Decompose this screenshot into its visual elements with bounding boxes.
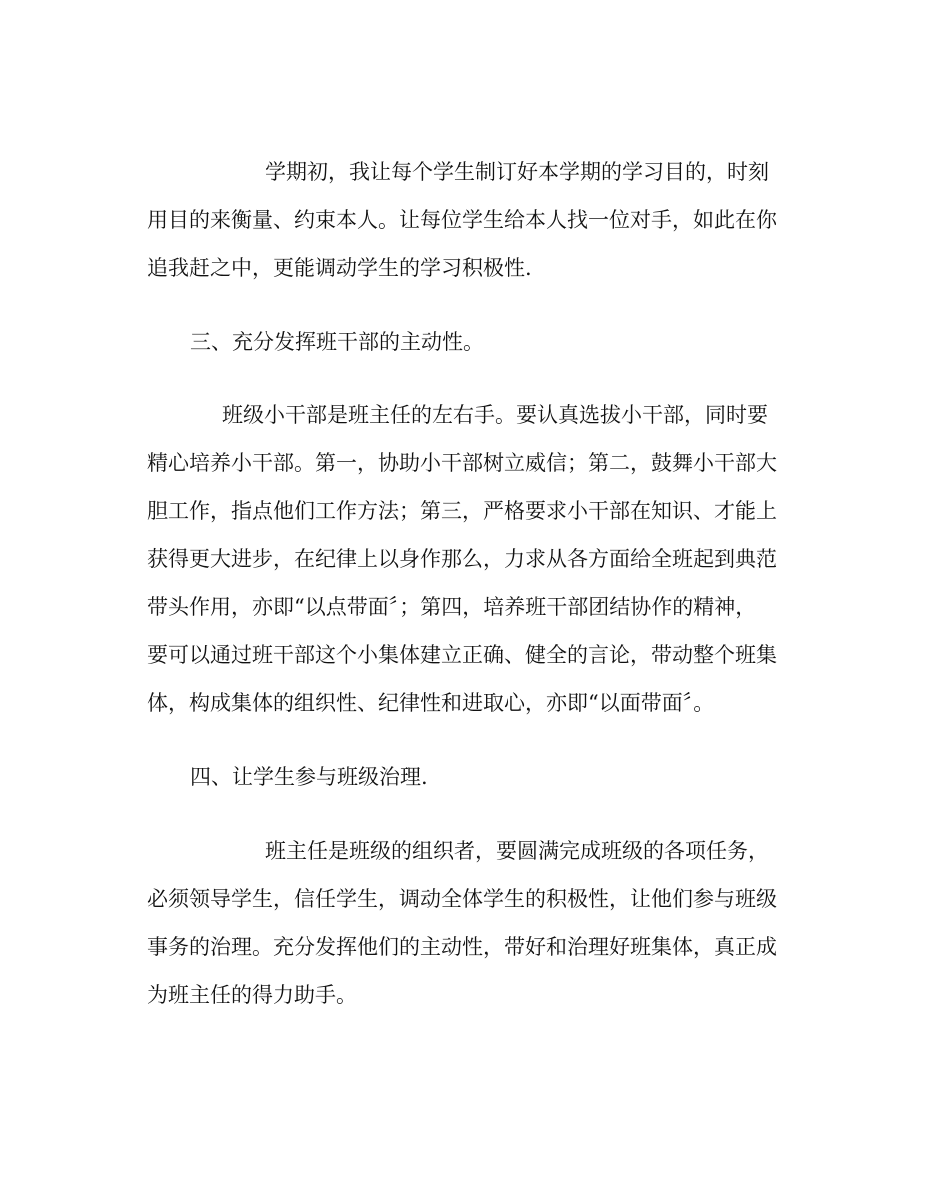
paragraph-3-line-2: 必须领导学生，信任学生，调动全体学生的积极性，让他们参与班级	[147, 887, 777, 911]
paragraph-3-line-4: 为班主任的得力助手。	[147, 983, 357, 1007]
section-heading-4: 四、让学生参与班级治理.	[190, 765, 428, 789]
paragraph-3-line-3: 事务的治理。充分发挥他们的主动性，带好和治理好班集体，真正成	[147, 935, 777, 959]
paragraph-2-line-5: 带头作用，亦即“以点带面〞；第四，培养班干部团结协作的精神，	[147, 595, 757, 619]
paragraph-2-line-2: 精心培养小干部。第一，协助小干部树立威信；第二，鼓舞小干部大	[147, 451, 777, 475]
paragraph-2-line-6: 要可以通过班干部这个小集体建立正确、健全的言论，带动整个班集	[147, 643, 777, 667]
paragraph-1-line-2: 用目的来衡量、约束本人。让每位学生给本人找一位对手，如此在你	[147, 208, 777, 232]
paragraph-3-line-1: 班主任是班级的组织者，要圆满完成班级的各项任务，	[265, 839, 769, 863]
paragraph-2-line-1: 班级小干部是班主任的左右手。要认真选拔小干部，同时要	[222, 403, 768, 427]
paragraph-2-line-4: 获得更大进步，在纪律上以身作那么，力求从各方面给全班起到典范	[147, 547, 777, 571]
section-heading-3: 三、充分发挥班干部的主动性。	[190, 330, 484, 354]
paragraph-2-line-7: 体，构成集体的组织性、纪律性和进取心，亦即“以面带面〞。	[147, 691, 715, 715]
paragraph-1-line-3: 追我赶之中，更能调动学生的学习积极性.	[147, 256, 532, 280]
paragraph-1-line-1: 学期初，我让每个学生制订好本学期的学习目的，时刻	[265, 160, 769, 184]
paragraph-2-line-3: 胆工作，指点他们工作方法；第三，严格要求小干部在知识、才能上	[147, 499, 777, 523]
